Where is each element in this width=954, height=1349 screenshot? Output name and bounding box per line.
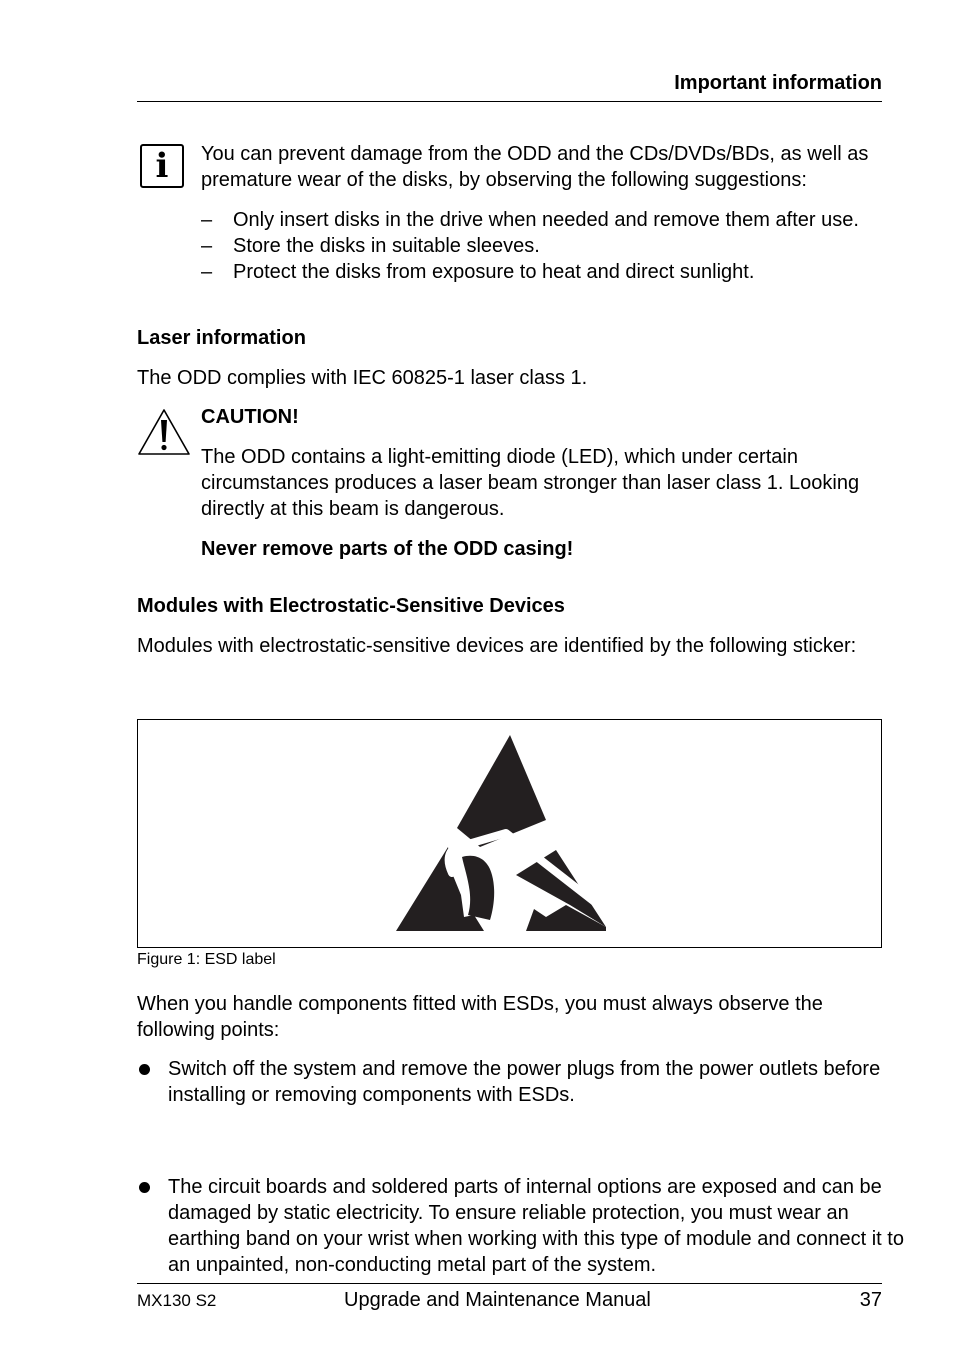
laser-heading: Laser information (137, 327, 306, 349)
caution-emphasis: Never remove parts of the ODD casing! (201, 538, 574, 560)
bullet-text: The circuit boards and soldered parts of internal options are exposed and can be damaged by static electricity. To ensure reliable protection, you must wear an earthing band on your wrist when working with this type of module and connect it to an unpainted, non-conducting metal part of the system. (168, 1176, 904, 1276)
info-icon: i (140, 144, 184, 188)
laser-text: The ODD complies with IEC 60825-1 laser class 1. (137, 367, 588, 389)
warning-triangle-icon (136, 407, 192, 457)
esd-observe-text: When you handle components fitted with ESDs, you must always observe the following points: (137, 993, 823, 1041)
page-number: 37 (859, 1289, 882, 1311)
list-item: – Store the disks in suitable sleeves. (201, 233, 871, 259)
bullet-icon (139, 1064, 150, 1075)
footer-manual-title: Upgrade and Maintenance Manual (344, 1289, 651, 1311)
footer-rule (137, 1283, 882, 1284)
bullet-icon (139, 1182, 150, 1193)
figure-caption: Figure 1: ESD label (137, 951, 276, 968)
esd-symbol-icon (396, 735, 610, 933)
list-item: – Protect the disks from exposure to heat and direct sunlight. (201, 259, 871, 285)
list-item (137, 1056, 913, 1108)
esd-intro: Modules with electrostatic-sensitive devices are identified by the following sticker: (137, 635, 857, 657)
footer-model: MX130 S2 (137, 1291, 217, 1310)
note-suggestion-list (201, 207, 871, 285)
running-header: Important information (674, 72, 882, 94)
list-item (137, 1174, 913, 1278)
list-item: – Only insert disks in the drive when needed and remove them after use. (201, 207, 871, 233)
bullet-text: Switch off the system and remove the power plugs from the power outlets before installing or removing components with ESDs. (168, 1058, 881, 1106)
note-text: You can prevent damage from the ODD and the CDs/DVDs/BDs, as well as premature wear of the disks, by observing the following suggestions: (201, 143, 869, 191)
esd-heading: Modules with Electrostatic-Sensitive Devices (137, 595, 565, 617)
caution-text: The ODD contains a light-emitting diode (LED), which under certain circumstances produces a laser beam stronger than laser class 1. Looking directly at this beam is dangerous. (201, 446, 860, 520)
header-rule (137, 101, 882, 102)
caution-title: CAUTION! (201, 406, 299, 428)
